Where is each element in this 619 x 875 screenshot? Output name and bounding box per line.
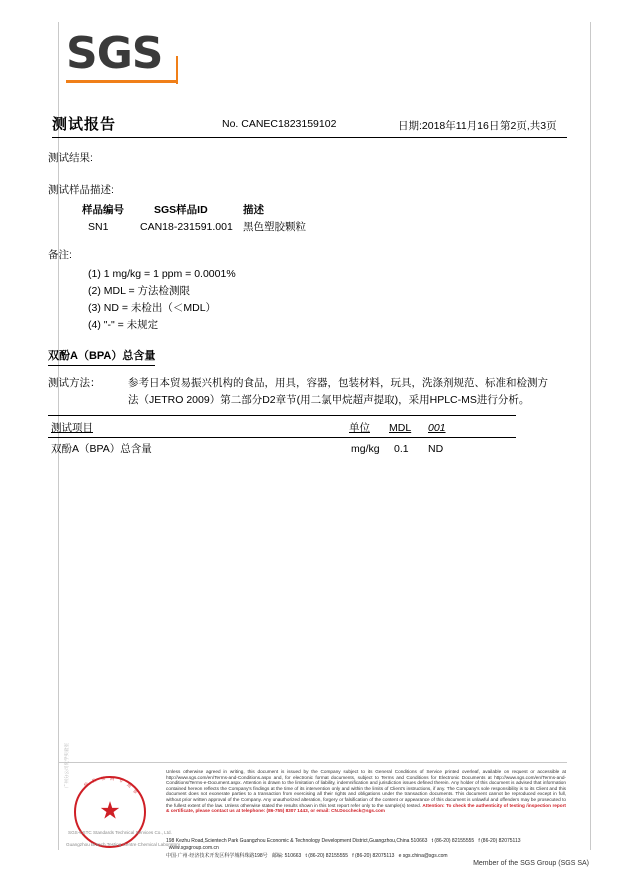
report-date: 日期:2018年11月16日 [398,120,500,132]
result-row-item: 双酚A（BPA）总含量 [51,443,152,455]
sample-description-label: 测试样品描述: [48,184,114,196]
stamp-arc-char: 章 [131,788,139,795]
sample-table-header-no: 样品编号 [82,204,124,216]
sgs-logo [66,30,178,82]
result-row-mdl: 0.1 [394,443,409,455]
test-method-line: 参考日本贸易振兴机构的食品，用具，容器，包装材料，玩具，洗涤剂规范、标准和检测方 [128,377,548,389]
stamp-arc-char: 验 [91,777,97,784]
logo-underline [66,80,178,83]
remark-item: (1) 1 mg/kg = 1 ppm = 0.0001% [88,268,236,280]
stamp-label-line1: SGS-CSTC Standards Technical Services Co., Ltd. [68,830,172,835]
section-title: 双酚A（BPA）总含量 [48,348,155,366]
stamp-arc-char: 测 [109,775,115,782]
footer-address [166,838,566,860]
header-divider [52,137,567,138]
sample-table-header-id: SGS样品ID [154,204,208,216]
address-en: 198 Kezhu Road,Scientech Park Guangzhou Economic & Technology Development District,Guangzhou,China 510663 [166,838,428,844]
result-table-mid-rule [48,437,516,438]
stamp-arc-char: 专 [118,777,124,784]
result-row-unit: mg/kg [351,443,380,455]
stamp-label-line2: Guangzhou Branch Testing Centre Chemical Laboratory [66,842,181,847]
sgs-logo-text: SGS [66,28,163,79]
address-en-tel: t (86-20) 82155555 [431,838,475,844]
remark-item: (2) MDL = 方法检测限 [88,285,190,297]
left-margin-rule [58,22,59,850]
legal-paragraph-text: Unless otherwise agreed in writing, this document is issued by the Company subject to its General Conditions of Service printed overleaf, available on request or accessible at http://www.sgs.com/en/Terms-and-Conditions.aspx and, for electronic format documents, subject to Terms and Conditions for Electronic Documents at http://www.sgs.com/en/Terms-and-Conditions/Terms-e-Document.aspx. Attention is drawn to the limitation of liability, indemnification and jurisdiction issues defined therein. Any holder of this document is advised that information contained hereon reflects the Company's findings at the time of its intervention only and within the limits of Client's instructions, if any. The Company's sole responsibility is to its Client and this document does not exonerate parties to a transaction from exercising all their rights and obligations under the transaction documents. This document cannot be reproduced except in full, without prior written approval of the Company. Any unauthorized alteration, forgery or falsification of the content or appearance of this document is unlawful and offenders may be prosecuted to the fullest extent of the law. Unless otherwise stated the results shown in this test report refer only to the sample(s) tested. [166,769,566,808]
address-cn-fax: f (86-20) 82075113 [352,853,395,859]
sample-table-cell-id: CAN18-231591.001 [140,221,233,233]
page-indicator: 第2页,共3页 [500,120,557,132]
remark-item: (3) ND = 未检出（＜MDL） [88,302,217,314]
stamp-arc-char: 检 [100,775,106,782]
address-cn-zip: 邮编: 510663 [271,853,302,859]
result-row-value: ND [428,443,444,455]
address-row-en [166,838,566,852]
result-header-item: 测试项目 [51,422,93,434]
page-title: 测试报告 [52,116,117,133]
legal-warning-text[interactable]: Attention: To check the authenticity of testing /inspection report & certificate, please contact us at telephone: (86-755) 8307 1443, or email: CN.Doccheck@sgs.com [166,802,566,814]
results-label: 测试结果: [48,152,93,164]
remarks-label: 备注: [48,249,72,261]
address-row-cn [166,853,566,860]
address-cn-email[interactable]: e sgs.china@sgs.com [398,853,448,859]
sample-table-cell-no: SN1 [88,221,109,233]
footer-divider [58,762,567,763]
result-table-top-rule [48,415,516,416]
address-en-fax: f (86-20) 82075113 [478,838,521,844]
address-en-web[interactable]: www.sgsgroup.com.cn [168,845,219,851]
star-icon: ★ [99,797,121,825]
right-margin-rule [590,22,591,850]
address-cn: 中国·广州·经济技术开发区科学城科珠路198号 [166,853,268,859]
stamp-arc-char: 用 [125,782,133,789]
stamp-arc-text [62,772,158,852]
remark-item: (4) "-" = 未规定 [88,319,159,331]
sample-table-header-desc: 描述 [243,204,264,216]
result-header-sample-001: 001 [428,422,446,434]
official-stamp [62,743,181,852]
result-header-mdl: MDL [389,422,412,434]
test-method-label: 测试方法： [48,377,101,389]
report-number: No. CANEC1823159102 [222,118,337,130]
member-note: Member of the SGS Group (SGS SA) [473,860,589,867]
result-header-unit: 单位 [349,422,370,434]
sample-table-cell-desc: 黑色塑胶颗粒 [243,221,306,233]
address-cn-tel: t (86-20) 82155555 [305,853,349,859]
legal-disclaimer [166,769,566,814]
test-method-line: 法（JETRO 2009）第二部分D2章节(用二氯甲烷超声提取)，采用HPLC-MS进行分析。 [128,394,530,406]
stamp-arc-char: 检 [82,781,90,788]
stamp-side-text: 广州分公司化学实验室 [64,743,69,788]
